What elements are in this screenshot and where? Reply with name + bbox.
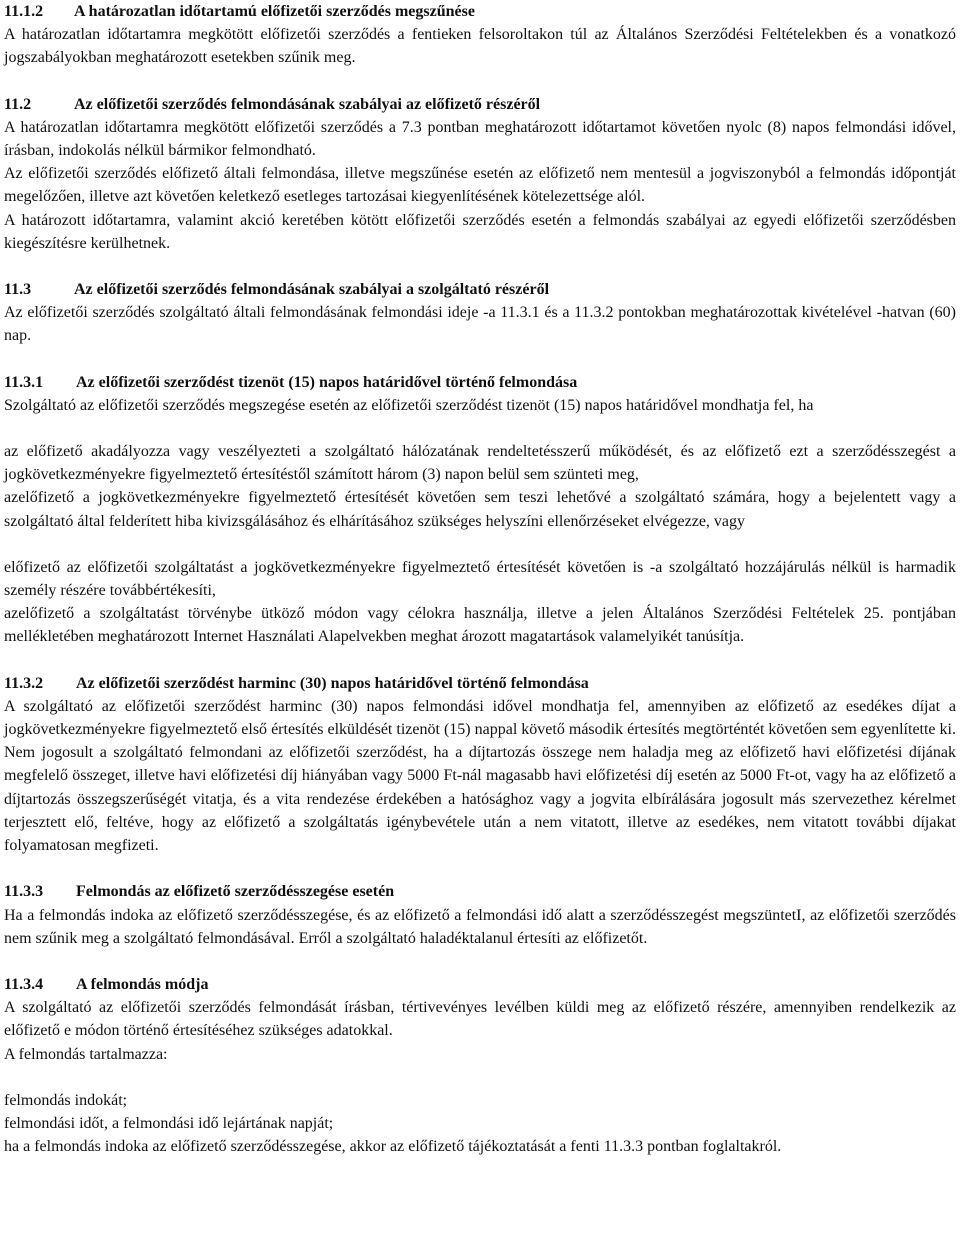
section-11-2	[4, 93, 956, 255]
list-item: azelőfizető a jogkövetkezményekre figyelmeztető értesítését követően sem teszi lehetővé a szolgáltató számára, hogy a bejelentett vagy a szolgáltató által felderített hiba kivizsgálásához és elhárításához szükséges helyszíni ellenőrzéseket elvégezze, vagy	[4, 489, 956, 530]
section-heading	[4, 0, 956, 23]
section-heading	[4, 278, 956, 301]
section-title: Az előfizetői szerződést harminc (30) napos határidővel történő felmondása	[76, 674, 589, 692]
spacer	[4, 533, 956, 556]
section-11-1-2	[4, 0, 956, 70]
section-number: 11.3.2	[4, 674, 44, 692]
list-item: azelőfizető a szolgáltatást törvénybe ütköző módon vagy célokra használja, illetve a jelen Általános Szerződési Feltételek 25. pontjában mellékletében meghatározott Internet Használati Alapelvekben meghat ározott magatartások valamelyikét tanúsítja.	[4, 605, 956, 646]
paragraph: A határozott időtartamra, valamint akció keretében kötött előfizetői szerződés esetén a felmondás szabályai az egyedi előfizetői szerződésben kiegészítésre kerülhetnek.	[4, 211, 956, 252]
list-item: az előfizető akadályozza vagy veszélyezteti a szolgáltató hálózatának rendeltetésszerű működését, és az előfizető ezt a szerződésszegést a jogkövetkezményekre figyelmeztető értesítéstől számított három (3) napon belül sem szünteti meg,	[4, 443, 956, 484]
paragraph: Ha a felmondás indoka az előfizető szerződésszegése, és az előfizető a felmondási idő alatt a szerződésszegést megszüntetI, az előfizetői szerződés nem szűnik meg a szolgáltató felmondásával. Erről a szolgáltató haladéktalanul értesíti az előfizetőt.	[4, 906, 956, 947]
paragraph: Az előfizetői szerződés előfizető általi felmondása, illetve megszűnése esetén az előfizető nem mentesül a jogviszonyból a felmondás időpontját megelőzően, illetve azt követően keletkező esetleges tartozásai kiegyenlítésének kötelezettsége alól.	[4, 165, 956, 206]
spacer	[4, 348, 956, 371]
section-11-3-4	[4, 973, 956, 1158]
paragraph: A felmondás tartalmazza:	[4, 1045, 168, 1063]
spacer	[4, 417, 956, 440]
paragraph: Szolgáltató az előfizetői szerződés megszegése esetén az előfizetői szerződést tizenöt (15) napos határidővel mondhatja fel, ha	[4, 396, 814, 414]
section-heading	[4, 672, 956, 695]
section-11-3	[4, 278, 956, 348]
list-item: felmondás indokát;	[4, 1091, 128, 1109]
section-title: A határozatlan időtartamú előfizetői szerződés megszűnése	[74, 3, 475, 20]
spacer	[4, 857, 956, 880]
section-title: Az előfizetői szerződés felmondásának szabályai az előfizető részéről	[74, 95, 541, 113]
section-11-3-3	[4, 880, 956, 950]
list-item: előfizető az előfizetői szolgáltatást a jogkövetkezményekre figyelmeztető értesítését követően is -a szolgáltató hozzájárulás nélkül is harmadik személy részére továbbértékesíti,	[4, 558, 956, 600]
paragraph: A határozatlan időtartamra megkötött előfizetői szerződés a fentieken felsoroltakon túl az Általános Szerződési Feltételekben és a vonatkozó jogszabályokban meghatározott esetekben szűnik meg.	[4, 26, 956, 67]
section-number: 11.3	[4, 281, 32, 299]
spacer	[4, 1066, 956, 1089]
list-item: felmondási időt, a felmondási idő lejártának napját;	[4, 1114, 334, 1132]
paragraph: Az előfizetői szerződés szolgáltató általi felmondásának felmondási ideje -a 11.3.1 és a 11.3.2 pontokban meghatározottak kivételével -hatvan (60) nap.	[4, 304, 956, 345]
section-number: 11.3.3	[4, 883, 44, 901]
paragraph: A szolgáltató az előfizetői szerződést harminc (30) napos felmondási idővel mondhatja fel, amennyiben az előfizető az esedékes díjat a jogkövetkezményekre figyelmeztető első értesítés elküldését tizenöt (15) nappal követő második értesítés megtörténtét követően sem egyenlítette ki. Nem jogosult a szolgáltató felmondani az előfizetői szerződést, ha a díjtartozás összege nem haladja meg az előfizető havi előfizetési díjának megfelelő összeget, illetve havi előfizetési díj hiányában vagy 5000 Ft-nál magasabb havi előfizetési díj esetén az 5000 Ft-ot, vagy ha az előfizető a díjtartozás összegszerűségét vitatja, és a vita rendezése érdekében a hatósághoz vagy a jogvita elbírálására jogosult más szervezethez kérelmet terjesztett elő, feltéve, hogy az előfizető a szolgáltatás igénybevétele után a nem vitatott, illetve az esedékes, nem vitatott további díjakat folyamatosan megfizeti.	[4, 697, 956, 855]
section-11-3-2	[4, 672, 956, 858]
list-item: ha a felmondás indoka az előfizető szerződésszegése, akkor az előfizető tájékoztatását a fenti 11.3.3 pontban foglaltakról.	[4, 1138, 782, 1156]
spacer	[4, 70, 956, 93]
paragraph: A határozatlan időtartamra megkötött előfizetői szerződés a 7.3 pontban meghatározott időtartamot követően nyolc (8) napos felmondási idővel, írásban, indokolás nélkül bármikor felmondható.	[4, 118, 956, 160]
section-title: Az előfizetői szerződés felmondásának szabályai a szolgáltató részéről	[74, 281, 550, 299]
section-11-3-1	[4, 371, 956, 649]
paragraph: A szolgáltató az előfizetői szerződés felmondását írásban, tértivevényes levélben küldi meg az előfizető részére, amennyiben rendelkezik az előfizető e módon történő értesítéséhez szükséges adatokkal.	[4, 999, 956, 1040]
section-number: 11.3.4	[4, 975, 44, 993]
section-heading	[4, 93, 956, 116]
spacer	[4, 649, 956, 672]
section-heading	[4, 973, 956, 996]
section-number: 11.2	[4, 95, 32, 113]
spacer	[4, 950, 956, 973]
section-heading	[4, 371, 956, 394]
spacer	[4, 255, 956, 278]
section-number: 11.3.1	[4, 373, 44, 391]
section-heading	[4, 880, 956, 903]
section-title: A felmondás módja	[76, 975, 209, 993]
section-title: Felmondás az előfizető szerződésszegése esetén	[76, 883, 395, 901]
section-number: 11.1.2	[4, 3, 44, 20]
section-title: Az előfizetői szerződést tizenöt (15) napos határidővel történő felmondása	[76, 373, 578, 391]
